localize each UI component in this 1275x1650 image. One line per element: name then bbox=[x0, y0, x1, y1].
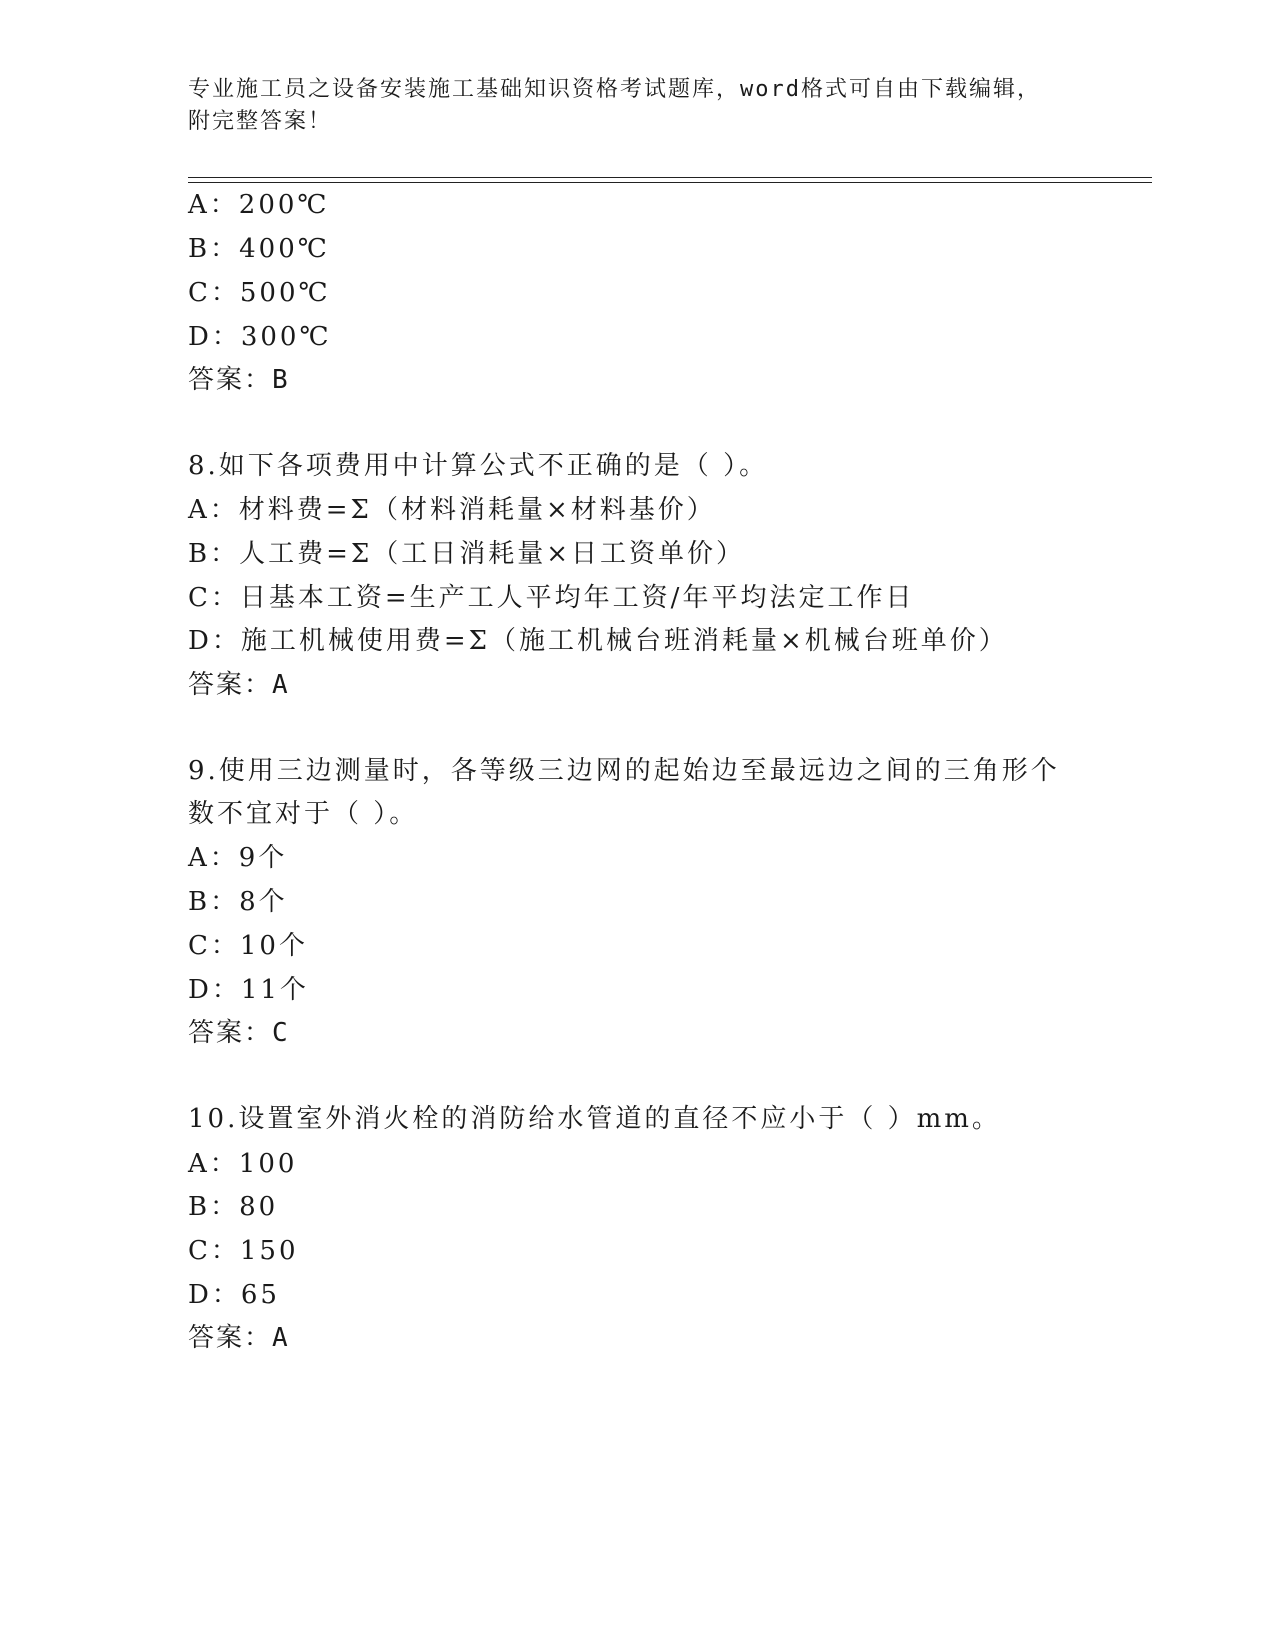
header-title-line-1: 专业施工员之设备安装施工基础知识资格考试题库，word格式可自由下载编辑， bbox=[188, 77, 1041, 102]
q10-option-a: A：100 bbox=[188, 1149, 298, 1179]
q8-option-c: C：日基本工资=生产工人平均年工资/年平均法定工作日 bbox=[188, 583, 915, 613]
q9-option-c: C：10个 bbox=[188, 931, 308, 961]
header-divider-top bbox=[188, 177, 1152, 178]
q9-option-a: A：9个 bbox=[188, 843, 288, 873]
q7-option-c: C：500℃ bbox=[188, 278, 331, 308]
q8-option-b: B：人工费=Σ（工日消耗量×日工资单价） bbox=[188, 539, 746, 569]
q8-option-a: A：材料费=Σ（材料消耗量×材料基价） bbox=[188, 495, 716, 525]
q8-option-d: D：施工机械使用费=Σ（施工机械台班消耗量×机械台班单价） bbox=[188, 626, 1008, 656]
q9-question-line-2: 数不宜对于（ ）。 bbox=[188, 799, 419, 829]
header-divider-bottom bbox=[188, 182, 1152, 183]
q10-answer: 答案：A bbox=[188, 1323, 290, 1353]
q7-option-a: A：200℃ bbox=[188, 190, 330, 220]
q7-option-d: D：300℃ bbox=[188, 322, 332, 352]
q7-answer: 答案：B bbox=[188, 365, 290, 395]
q8-answer: 答案：A bbox=[188, 670, 290, 700]
q10-question: 10.设置室外消火栓的消防给水管道的直径不应小于（ ）mm。 bbox=[188, 1104, 1001, 1134]
q7-option-b: B：400℃ bbox=[188, 234, 330, 264]
q9-question-line-1: 9.使用三边测量时，各等级三边网的起始边至最远边之间的三角形个 bbox=[188, 756, 1060, 786]
q8-question: 8.如下各项费用中计算公式不正确的是（ ）。 bbox=[188, 451, 769, 481]
q10-option-c: C：150 bbox=[188, 1236, 299, 1266]
q10-option-b: B：80 bbox=[188, 1192, 279, 1222]
q10-option-d: D：65 bbox=[188, 1280, 280, 1310]
q9-option-b: B：8个 bbox=[188, 887, 288, 917]
q9-option-d: D：11个 bbox=[188, 975, 309, 1005]
q9-answer: 答案：C bbox=[188, 1018, 290, 1048]
document-header bbox=[188, 74, 1088, 138]
header-title-line-2: 附完整答案！ bbox=[188, 109, 333, 134]
